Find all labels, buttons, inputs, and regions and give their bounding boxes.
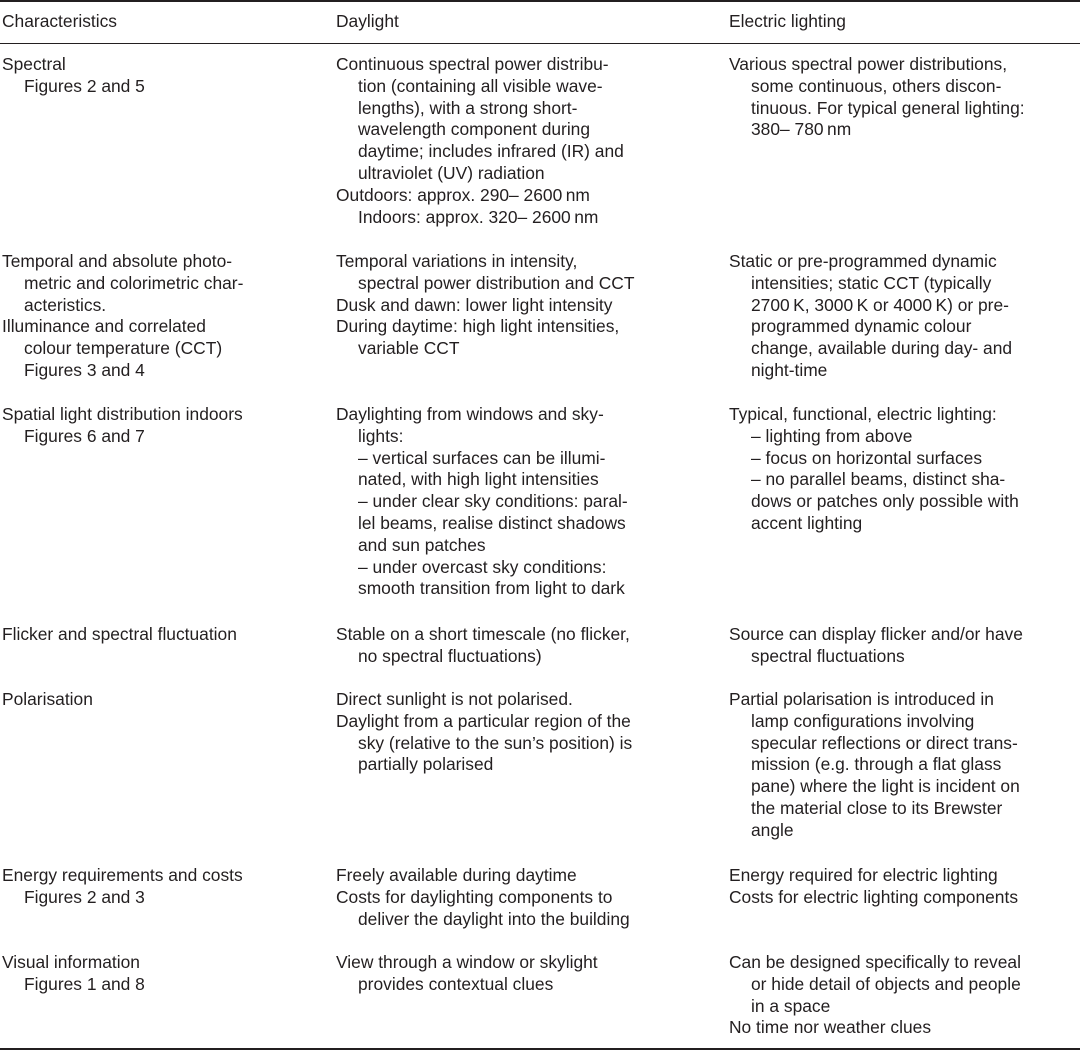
daylight-cell: Temporal variations in intensity, spectral power distribution and CCT Dusk and dawn: lower light intensity During daytime: high light intensities, variable CCT: [336, 251, 635, 359]
row-label: Visual information Figures 1 and 8: [2, 952, 320, 996]
row-label: Flicker and spectral fluctuation: [2, 624, 237, 644]
daylight-cell: Stable on a short timescale (no flicker, no spectral fluctuations): [336, 624, 630, 666]
header-characteristics: Characteristics: [2, 11, 118, 31]
daylight-cell: Continuous spectral power distribu- tion (containing all visible wave- lengths), with a strong short- wavelength component during daytime; includes infrared (IR) and ultraviolet (UV) radiation Outdoors: approx. 290– 2600 nm Indoors: approx. 320– 2600 nm: [336, 54, 624, 227]
row-label: Polarisation: [2, 689, 93, 709]
table-bottom-rule: [0, 1048, 1080, 1050]
electric-lighting-cell: Static or pre-programmed dynamic intensities; static CCT (typically 2700 K, 3000 K or 4000 K) or pre- programmed dynamic colour change, available during day- and night-time: [729, 251, 1013, 380]
row-label: Temporal and absolute photo- metric and colorimetric char- acteristics. Illuminance and correlated colour temperature (CCT) Figures 3 and 4: [2, 251, 320, 382]
table-top-rule: [0, 0, 1080, 2]
daylight-cell: Daylighting from windows and sky- lights: – vertical surfaces can be illumi- nated, with high light intensities – under clear sky conditions: paral- lel beams, realise distinct shadows and sun patches – under overcast sky conditions: smooth transition from light to dark: [336, 404, 628, 599]
figure-reference: Figures 2 and 3: [24, 886, 145, 907]
electric-lighting-cell: Source can display flicker and/or have spectral fluctuations: [729, 624, 1023, 666]
electric-lighting-cell: Energy required for electric lighting Costs for electric lighting components: [729, 865, 1019, 907]
header-daylight: Daylight: [336, 11, 399, 31]
header-electric-lighting: Electric lighting: [729, 11, 846, 31]
figure-reference: Figures 6 and 7: [24, 425, 145, 446]
table-header-rule: [0, 43, 1080, 44]
row-label: Spatial light distribution indoors Figures 6 and 7: [2, 404, 320, 448]
figure-reference: Figures 3 and 4: [24, 359, 145, 380]
row-label: Energy requirements and costs Figures 2 and 3: [2, 865, 320, 909]
electric-lighting-cell: Various spectral power distributions, some continuous, others discon- tinuous. For typical general lighting: 380– 780 nm: [729, 54, 1025, 140]
electric-lighting-cell: Can be designed specifically to reveal or hide detail of objects and people in a space No time nor weather clues: [729, 952, 1021, 1038]
table-header: [0, 11, 1080, 35]
daylight-cell: Freely available during daytime Costs for daylighting components to deliver the daylight into the building: [336, 865, 630, 929]
daylight-cell: View through a window or skylight provides contextual clues: [336, 952, 598, 994]
figure-reference: Figures 1 and 8: [24, 973, 145, 994]
electric-lighting-cell: Typical, functional, electric lighting: – lighting from above – focus on horizontal surfaces – no parallel beams, distinct sha- dows or patches only possible with accent lighting: [729, 404, 1019, 533]
electric-lighting-cell: Partial polarisation is introduced in lamp configurations involving specular reflections or direct trans- mission (e.g. through a flat glass pane) where the light is incident on the material close to its Brewster angle: [729, 689, 1020, 840]
daylight-cell: Direct sunlight is not polarised. Daylight from a particular region of the sky (relative to the sun’s position) is partially polarised: [336, 689, 633, 775]
row-label: Spectral Figures 2 and 5: [2, 54, 320, 98]
figure-reference: Figures 2 and 5: [24, 75, 145, 96]
